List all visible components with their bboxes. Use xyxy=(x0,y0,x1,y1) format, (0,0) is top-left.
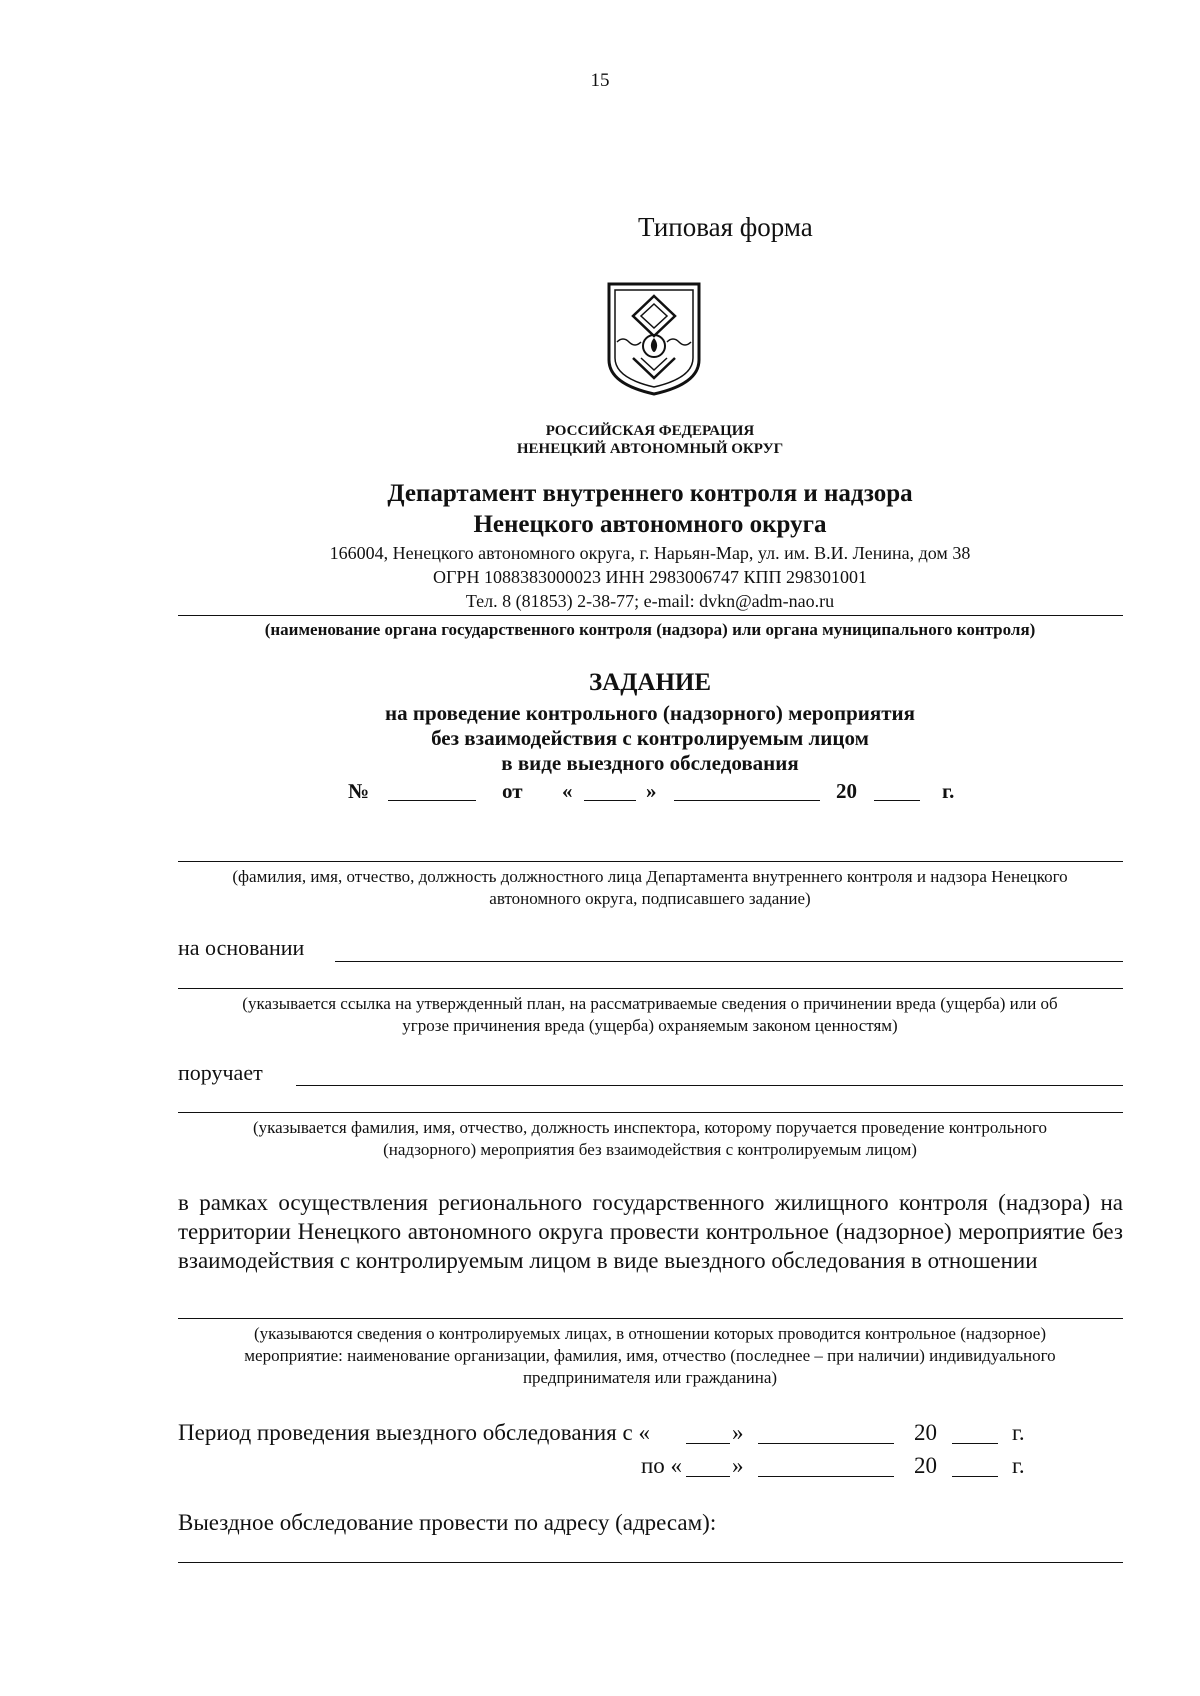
department-title: Департамент внутреннего контроля и надзора xyxy=(387,480,913,507)
country-name: РОССИЙСКАЯ ФЕДЕРАЦИЯ xyxy=(545,423,755,439)
assigns-label: поручает xyxy=(178,1060,263,1085)
task-day-field[interactable] xyxy=(584,779,636,801)
basis-field[interactable] xyxy=(335,961,1123,962)
basis-field-line2[interactable] xyxy=(178,988,1123,989)
department-underline xyxy=(178,615,1123,616)
controlled-caption: (указываются сведения о контролируемых лицах, в отношении которых проводится контрольное (надзорное) мероприятие: наименование организации, фамилия, имя, отчество (последнее – при наличии) индивидуального предпринимателя или гражданина) xyxy=(244,1324,1056,1387)
assigns-caption: (указывается фамилия, имя, отчество, должность инспектора, которому поручается проведение контрольного (надзорного) мероприятия без взаимодействия с контролируемым лицом) xyxy=(252,1118,1048,1159)
task-line2: без взаимодействия с контролируемым лицом xyxy=(431,726,869,750)
coat-of-arms-icon xyxy=(605,280,703,398)
address-label: Выездное обследование провести по адресу (адресам): xyxy=(178,1510,717,1535)
period-to-year-field[interactable] xyxy=(952,1453,998,1477)
assigns-field[interactable] xyxy=(296,1085,1123,1086)
basis-caption: (указывается ссылка на утвержденный план, на рассматриваемые сведения о причинении вреда (ущерба) или об угрозе причинения вреда (ущерба) охраняемым законом ценностям) xyxy=(242,994,1058,1035)
period-to-month-field[interactable] xyxy=(758,1453,894,1477)
assigns-field-line2[interactable] xyxy=(178,1112,1123,1113)
number-sign: № xyxy=(348,779,370,803)
department-contacts: Тел. 8 (81853) 2-38-77; e-mail: dvkn@adm-nao.ru xyxy=(465,591,835,611)
address-field[interactable] xyxy=(178,1562,1123,1563)
task-number-date-row xyxy=(0,779,1200,809)
body-paragraph: в рамках осуществления регионального государственного жилищного контроля (надзора) на территории Ненецкого автономного округа провести контрольное (надзорное) мероприятие без взаимодействия с контролируемым лицом в виде выездного обследования в отношении xyxy=(178,1190,1123,1273)
task-year-field[interactable] xyxy=(874,779,920,801)
department-caption: (наименование органа государственного контроля (надзора) или органа муниципального контроля) xyxy=(264,620,1036,639)
controlled-person-field[interactable] xyxy=(178,1318,1123,1319)
period-to-year-suffix: г. xyxy=(1012,1453,1025,1478)
page-number: 15 xyxy=(590,70,610,91)
region-name: НЕНЕЦКИЙ АВТОНОМНЫЙ ОКРУГ xyxy=(516,441,784,457)
period-to-quote-close: » xyxy=(732,1453,744,1478)
period-to-row xyxy=(0,1453,1200,1483)
period-from-quote-close: » xyxy=(732,1420,744,1445)
period-from-year-suffix: г. xyxy=(1012,1420,1025,1445)
task-heading: ЗАДАНИЕ xyxy=(588,669,712,696)
period-to-year-prefix: 20 xyxy=(914,1453,937,1478)
period-from-month-field[interactable] xyxy=(758,1420,894,1444)
period-to-label: по « xyxy=(641,1453,683,1478)
year-suffix: г. xyxy=(942,779,955,803)
task-line1: на проведение контрольного (надзорного) мероприятия xyxy=(385,701,915,725)
quote-close: » xyxy=(646,779,657,803)
task-number-field[interactable] xyxy=(388,779,476,801)
from-word: от xyxy=(502,779,523,803)
period-to-day-field[interactable] xyxy=(686,1453,730,1477)
year-prefix: 20 xyxy=(836,779,857,803)
department-address: 166004, Ненецкого автономного округа, г. Нарьян-Мар, ул. им. В.И. Ленина, дом 38 xyxy=(329,543,971,563)
period-from-day-field[interactable] xyxy=(686,1420,730,1444)
department-title-line2: Ненецкого автономного округа xyxy=(473,511,827,538)
task-month-field[interactable] xyxy=(674,779,820,801)
form-type-label: Типовая форма xyxy=(638,212,813,242)
official-caption: (фамилия, имя, отчество, должность должностного лица Департамента внутреннего контроля и надзора Ненецкого автономного округа, подписавшего задание) xyxy=(232,867,1068,908)
quote-open: « xyxy=(562,779,573,803)
period-from-label: Период проведения выездного обследования с « xyxy=(178,1420,650,1445)
period-from-row xyxy=(0,1420,1200,1450)
period-from-year-prefix: 20 xyxy=(914,1420,937,1445)
official-name-field[interactable] xyxy=(178,861,1123,862)
period-from-year-field[interactable] xyxy=(952,1420,998,1444)
task-line3: в виде выездного обследования xyxy=(501,751,799,775)
basis-label: на основании xyxy=(178,935,305,960)
department-registration: ОГРН 1088383000023 ИНН 2983006747 КПП 298301001 xyxy=(433,567,867,587)
